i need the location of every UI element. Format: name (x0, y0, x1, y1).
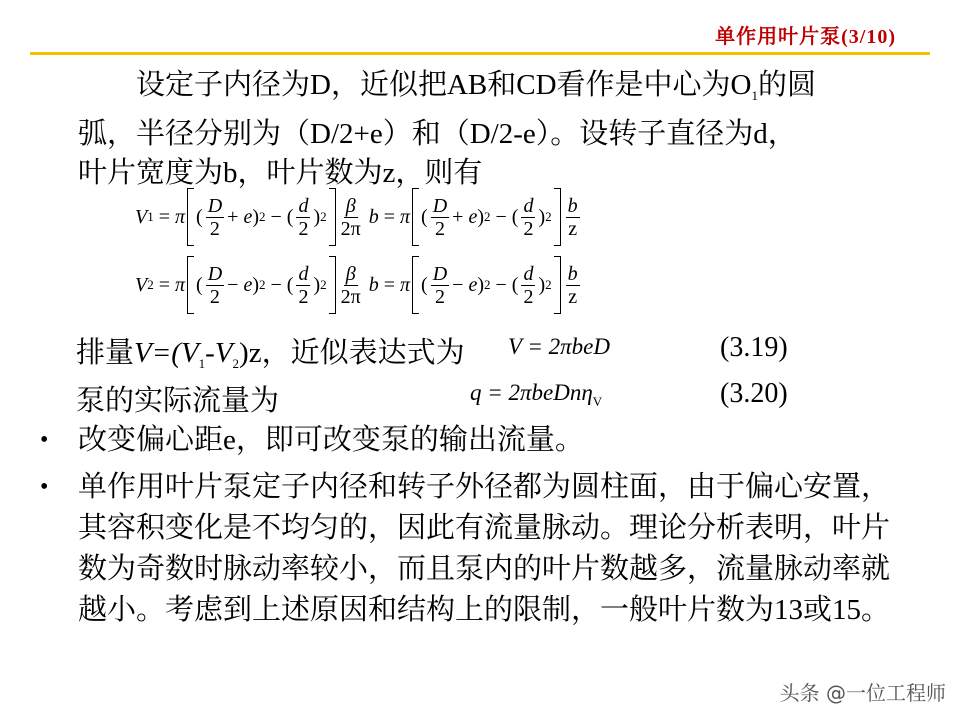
header-title: 单作用叶片泵(3/10) (715, 26, 896, 48)
flow-formula: q = 2πbeDnη$_V$ (470, 380, 603, 409)
equation-number-3-19: (3.19) (720, 332, 788, 363)
list-item: • 改变偏心距e，即可改变泵的输出流量。 (40, 420, 910, 461)
bullet-list (40, 420, 910, 631)
formula-v1: V 1 = π ( $\frac{D}{2}$ + e ) 2 − ( $\frac{d}{2}$ ) 2 $\frac{\beta}{2\pi}$ b = π ( $\frac{D}{2}$ + e ) 2 − ( $\frac{d}{2}$ ) 2 $\frac{b}{z}$ (135, 182, 583, 252)
watermark: 头条 @一位工程师 (779, 681, 946, 705)
list-item: • 单作用叶片泵定子内径和转子外径都为圆柱面，由于偏心安置，其容积变化是不均匀的，因此有流量脉动。理论分析表明，叶片数为奇数时脉动率较小，而且泵内的叶片数越多，流量脉动率就越小。考虑到上述原因和结构上的限制，一般叶片数为13或15。 (40, 467, 910, 631)
intro-paragraph (78, 66, 908, 193)
intro-line-2: 弧，半径分别为（D/2+e）和（D/2-e）。设转子直径为d， (78, 118, 797, 150)
equation-number-3-20: (3.20) (720, 378, 788, 409)
flow-line: 泵的实际流量为 (76, 385, 280, 417)
bullet-icon: • (40, 427, 49, 453)
intro-line-1: 设定子内径为D，近似把AB和CD看作是中心为$O_1$的圆 (136, 69, 816, 103)
displacement-line: 排量$V=(V_1-V_2)z$，近似表达式为 (76, 337, 465, 371)
intro-line-3: 叶片宽度为b，叶片数为z，则有 (78, 157, 483, 189)
displacement-formula: V = 2πbeD (508, 334, 610, 359)
header-rule (30, 52, 930, 55)
formula-v2: V 2 = π ( $\frac{D}{2}$ − e ) 2 − ( $\frac{d}{2}$ ) 2 $\frac{\beta}{2\pi}$ b = π ( $\frac{D}{2}$ − e ) 2 − ( $\frac{d}{2}$ ) 2 $\frac{b}{z}$ (135, 250, 583, 320)
bullet-icon: • (40, 474, 49, 500)
